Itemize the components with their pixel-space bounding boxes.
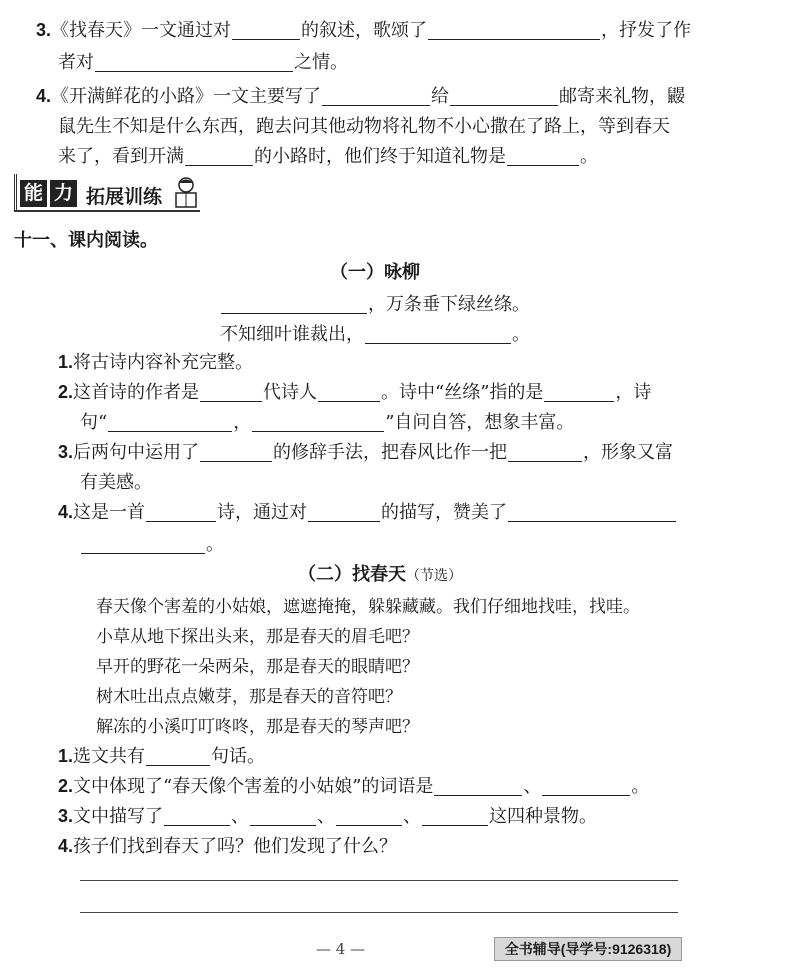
section-badge [14,174,204,212]
blank[interactable] [428,21,600,40]
passage-line-3: 早开的野花一朵两朵，那是春天的眼睛吧？ [96,657,419,677]
blank[interactable] [252,413,384,432]
passage-line-1: 春天像个害羞的小姑娘，遮遮掩掩，躲躲藏藏。我们仔细地找哇，找哇。 [96,597,640,617]
blank[interactable] [108,413,232,432]
book-id-label: 全书辅导(导学号:9126318) [494,937,682,961]
student-reading-icon [168,176,204,210]
q4-line2: 鼠先生不知是什么东西，跑去问其他动物将礼物不小心撒在了路上，等到春天 [58,116,670,137]
blank[interactable] [81,535,205,554]
q4-number: 4. [36,86,52,106]
p1-q2-line2: 句“ ， ”自问自答，想象丰富。 [80,412,575,433]
p1-q3-line1: 3.后两句中运用了 的修辞手法，把春风比作一把 ，形象又富 [58,442,674,463]
badge-title: 拓展训练 [86,187,163,208]
blank[interactable] [507,147,579,166]
blank[interactable] [250,807,316,826]
answer-line-2[interactable] [80,912,678,913]
q4-line1: 4.《开满鲜花的小路》一文主要写了 给 邮寄来礼物，鼹 [36,86,686,107]
q3-line2: 者对 之情。 [58,52,348,73]
p2-q3: 3.文中描写了 、 、 、 这四种景物。 [58,806,598,827]
blank[interactable] [318,383,380,402]
blank[interactable] [146,747,210,766]
part2-title: （二）找春天（节选） [298,564,462,584]
blank[interactable] [434,777,522,796]
part1-title: （一）咏柳 [330,262,420,282]
passage-line-4: 树木吐出点点嫩芽，那是春天的音符吧？ [96,687,402,707]
badge-char-1: 能 [20,180,47,207]
blank[interactable] [322,87,430,106]
blank[interactable] [508,503,676,522]
blank[interactable] [508,443,582,462]
answer-line-1[interactable] [80,880,678,881]
p1-q3-line2: 有美感。 [80,472,152,493]
p2-q4: 4.孩子们找到春天了吗？他们发现了什么？ [58,836,398,857]
poem-line2: 不知细叶谁裁出， 。 [220,324,530,345]
p2-q2: 2.文中体现了“春天像个害羞的小姑娘”的词语是 、 。 [58,776,650,797]
poem-line1: ，万条垂下绿丝绦。 [220,290,530,316]
blank[interactable] [308,503,380,522]
blank[interactable] [336,807,402,826]
badge-char-2: 力 [50,180,77,207]
blank[interactable] [422,807,488,826]
p2-q1: 1.选文共有 句话。 [58,746,266,767]
blank[interactable] [200,383,262,402]
passage-line-5: 解冻的小溪叮叮咚咚，那是春天的琴声吧？ [96,717,419,737]
blank[interactable] [185,147,253,166]
blank[interactable] [146,503,216,522]
q4-line3: 来了，看到开满 的小路时，他们终于知道礼物是 。 [58,146,598,167]
p1-q2-line1: 2.这首诗的作者是 代诗人 。诗中“丝绦”指的是 ，诗 [58,382,652,403]
blank[interactable] [450,87,558,106]
blank[interactable] [221,295,367,314]
blank[interactable] [232,21,300,40]
q3-number: 3. [36,20,52,40]
p1-q1: 1.将古诗内容补充完整。 [58,352,254,373]
blank[interactable] [544,383,614,402]
passage-line-2: 小草从地下探出头来，那是春天的眉毛吧？ [96,627,419,647]
blank[interactable] [95,53,293,72]
p1-q4-line1: 4.这是一首 诗，通过对 的描写，赞美了 [58,498,677,524]
blank[interactable] [365,325,511,344]
blank[interactable] [542,777,630,796]
p1-q4-line2: 。 [80,530,224,556]
q3-line1: 3.《找春天》一文通过对 的叙述，歌颂了 ，抒发了作 [36,20,692,41]
page-number: — 4 — [316,940,366,958]
section-heading: 十一、课内阅读。 [14,230,158,250]
blank[interactable] [164,807,230,826]
blank[interactable] [200,443,272,462]
